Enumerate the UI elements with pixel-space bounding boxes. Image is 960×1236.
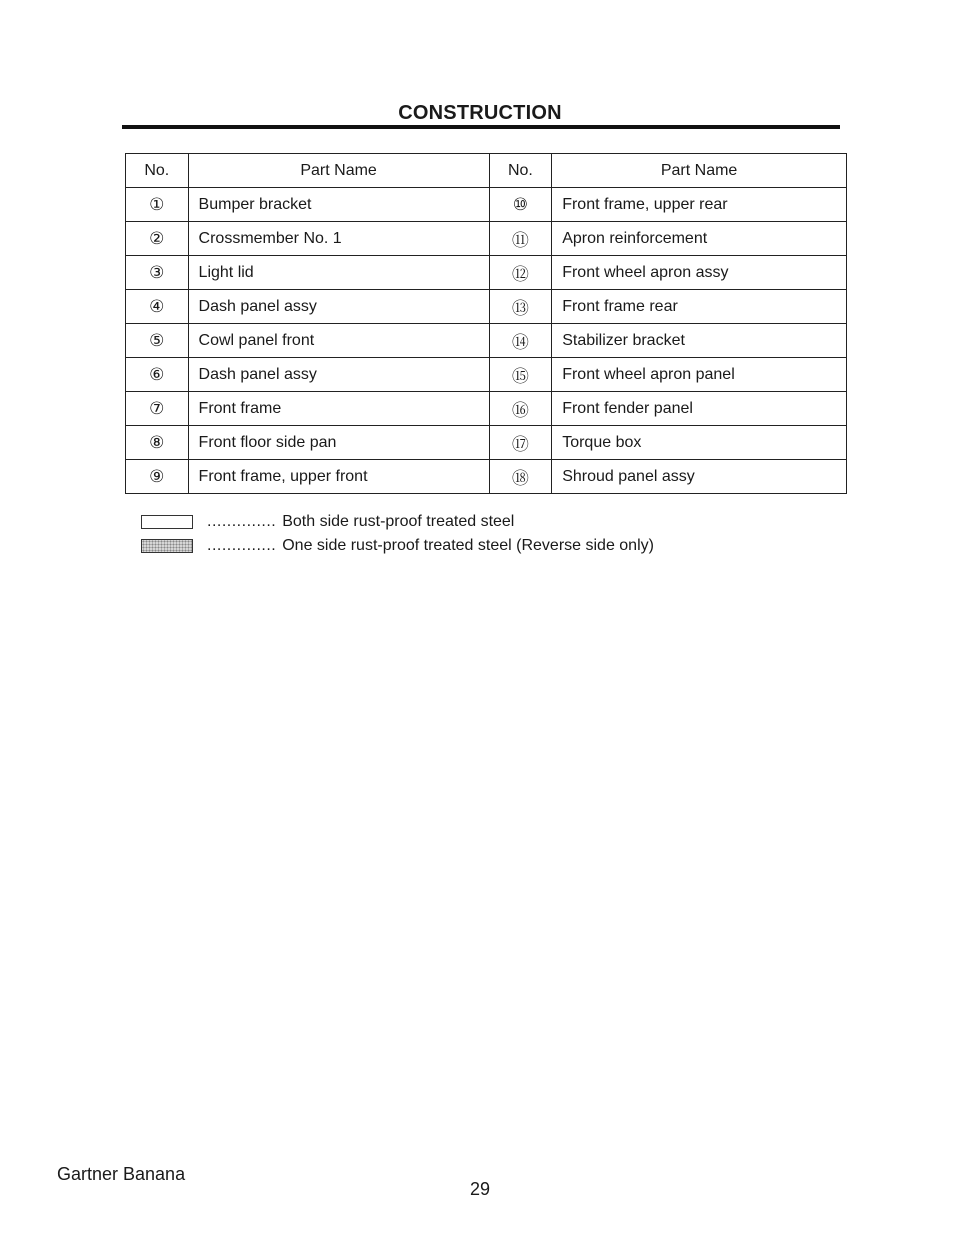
part-number-right: ⑩ [489, 188, 552, 222]
part-number-right: ⑯ [489, 392, 552, 426]
part-name-left: Crossmember No. 1 [188, 222, 489, 256]
part-number-left: ⑨ [126, 460, 189, 494]
part-name-left: Cowl panel front [188, 324, 489, 358]
table-row [126, 426, 847, 460]
part-name-left: Front frame, upper front [188, 460, 489, 494]
part-name-left: Dash panel assy [188, 290, 489, 324]
part-name-right: Front wheel apron panel [552, 358, 847, 392]
part-name-right: Shroud panel assy [552, 460, 847, 494]
part-name-right: Torque box [552, 426, 847, 460]
page-number: 29 [469, 1179, 491, 1199]
header-part-name-right: Part Name [552, 154, 847, 188]
part-name-right: Front frame rear [552, 290, 847, 324]
page-title: CONSTRUCTION [398, 102, 562, 124]
legend-item-both-side [141, 513, 514, 531]
legend-text: One side rust-proof treated steel (Reverse side only) [282, 537, 654, 554]
one-side-swatch [141, 539, 193, 553]
part-name-right: Apron reinforcement [552, 222, 847, 256]
table-row [126, 460, 847, 494]
title-rule [122, 125, 840, 129]
part-number-left: ⑧ [126, 426, 189, 460]
table-row [126, 324, 847, 358]
part-name-right: Front frame, upper rear [552, 188, 847, 222]
table-row [126, 358, 847, 392]
table-body [126, 188, 847, 494]
part-number-left: ② [126, 222, 189, 256]
part-number-right: ⑭ [489, 324, 552, 358]
table-row [126, 222, 847, 256]
table-row [126, 290, 847, 324]
part-number-left: ⑥ [126, 358, 189, 392]
header-no-left: No. [126, 154, 189, 188]
legend-dots: .............. [207, 513, 277, 530]
part-number-right: ⑰ [489, 426, 552, 460]
part-name-right: Front wheel apron assy [552, 256, 847, 290]
header-part-name-left: Part Name [188, 154, 489, 188]
table-row [126, 188, 847, 222]
part-name-right: Front fender panel [552, 392, 847, 426]
part-number-right: ⑮ [489, 358, 552, 392]
part-number-left: ③ [126, 256, 189, 290]
both-side-swatch [141, 515, 193, 529]
part-number-left: ① [126, 188, 189, 222]
footer-brand: Gartner Banana [57, 1164, 186, 1184]
table-header-row [126, 154, 847, 188]
part-number-right: ⑬ [489, 290, 552, 324]
legend-text: Both side rust-proof treated steel [282, 513, 515, 530]
part-number-left: ⑦ [126, 392, 189, 426]
part-number-right: ⑱ [489, 460, 552, 494]
part-name-left: Light lid [188, 256, 489, 290]
parts-table [125, 153, 847, 494]
part-name-left: Front frame [188, 392, 489, 426]
header-no-right: No. [489, 154, 552, 188]
table-row [126, 256, 847, 290]
part-name-left: Front floor side pan [188, 426, 489, 460]
table-row [126, 392, 847, 426]
part-number-right: ⑪ [489, 222, 552, 256]
legend-item-one-side [141, 537, 654, 555]
part-number-right: ⑫ [489, 256, 552, 290]
part-number-left: ④ [126, 290, 189, 324]
part-name-right: Stabilizer bracket [552, 324, 847, 358]
part-name-left: Dash panel assy [188, 358, 489, 392]
part-number-left: ⑤ [126, 324, 189, 358]
legend-dots: .............. [207, 537, 277, 554]
part-name-left: Bumper bracket [188, 188, 489, 222]
